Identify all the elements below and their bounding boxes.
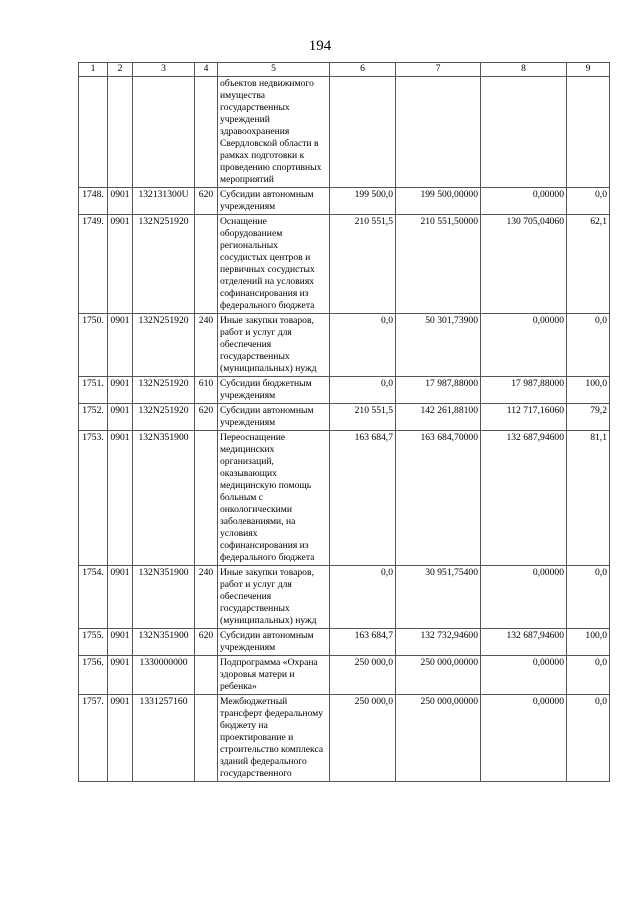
execution-percent: 0,0: [567, 656, 610, 695]
plan-amount: 250 000,0: [330, 695, 396, 782]
target-code: 132N251920: [133, 215, 195, 314]
approved-amount: 17 987,88000: [396, 377, 481, 404]
plan-amount: 0,0: [330, 314, 396, 377]
section-code: 0901: [108, 695, 133, 782]
target-code: 132N351900: [133, 629, 195, 656]
row-number: 1757.: [79, 695, 108, 782]
executed-amount: 17 987,88000: [481, 377, 567, 404]
execution-percent: 0,0: [567, 695, 610, 782]
execution-percent: 100,0: [567, 629, 610, 656]
section-code: 0901: [108, 629, 133, 656]
expense-type: [195, 215, 218, 314]
item-name: Субсидии автономным учреждениям: [218, 629, 330, 656]
expense-type: [195, 77, 218, 188]
approved-amount: 132 732,94600: [396, 629, 481, 656]
item-name: Иные закупки товаров, работ и услуг для обеспечения государственных (муниципальных) нужд: [218, 314, 330, 377]
table-row: [79, 695, 610, 782]
item-name: Оснащение оборудованием региональных сосудистых центров и первичных сосудистых отделений на условиях софинансирования из федерального бюджета: [218, 215, 330, 314]
row-number: 1754.: [79, 566, 108, 629]
plan-amount: 250 000,0: [330, 656, 396, 695]
approved-amount: [396, 77, 481, 188]
target-code: 132N351900: [133, 566, 195, 629]
plan-amount: 163 684,7: [330, 431, 396, 566]
approved-amount: 50 301,73900: [396, 314, 481, 377]
target-code: 1331257160: [133, 695, 195, 782]
section-code: 0901: [108, 215, 133, 314]
item-name: Субсидии автономным учреждениям: [218, 404, 330, 431]
expense-type: 610: [195, 377, 218, 404]
section-code: 0901: [108, 188, 133, 215]
executed-amount: 0,00000: [481, 314, 567, 377]
column-header: 6: [330, 63, 396, 77]
executed-amount: 112 717,16060: [481, 404, 567, 431]
column-header: 5: [218, 63, 330, 77]
column-header: 1: [79, 63, 108, 77]
row-number: 1751.: [79, 377, 108, 404]
table-row: [79, 629, 610, 656]
expense-type: 240: [195, 314, 218, 377]
item-name: Подпрограмма «Охрана здоровья матери и ребенка»: [218, 656, 330, 695]
expense-type: 620: [195, 404, 218, 431]
table-row: [79, 188, 610, 215]
table-row: [79, 404, 610, 431]
section-code: [108, 77, 133, 188]
approved-amount: 163 684,70000: [396, 431, 481, 566]
table-row: [79, 77, 610, 188]
approved-amount: 250 000,00000: [396, 695, 481, 782]
table-row: [79, 215, 610, 314]
section-code: 0901: [108, 566, 133, 629]
item-name: Переоснащение медицинских организаций, оказывающих медицинскую помощь больным с онкологическими заболеваниями, на условиях софинансирования из федерального бюджета: [218, 431, 330, 566]
budget-table: [78, 62, 610, 782]
target-code: 132N251920: [133, 404, 195, 431]
target-code: [133, 77, 195, 188]
row-number: 1750.: [79, 314, 108, 377]
plan-amount: [330, 77, 396, 188]
item-name: Иные закупки товаров, работ и услуг для обеспечения государственных (муниципальных) нужд: [218, 566, 330, 629]
item-name: Межбюджетный трансферт федеральному бюджету на проектирование и строительство комплекса зданий федерального государственного: [218, 695, 330, 782]
column-header: 2: [108, 63, 133, 77]
column-header: 4: [195, 63, 218, 77]
item-name: объектов недвижимого имущества государственных учреждений здравоохранения Свердловской области в рамках подготовки к проведению спортивных мероприятий: [218, 77, 330, 188]
expense-type: [195, 695, 218, 782]
execution-percent: 0,0: [567, 314, 610, 377]
expense-type: 240: [195, 566, 218, 629]
execution-percent: 81,1: [567, 431, 610, 566]
table-row: [79, 377, 610, 404]
executed-amount: 0,00000: [481, 695, 567, 782]
expense-type: 620: [195, 629, 218, 656]
executed-amount: 0,00000: [481, 656, 567, 695]
execution-percent: 0,0: [567, 566, 610, 629]
section-code: 0901: [108, 656, 133, 695]
expense-type: 620: [195, 188, 218, 215]
expense-type: [195, 431, 218, 566]
plan-amount: 163 684,7: [330, 629, 396, 656]
target-code: 132N251920: [133, 314, 195, 377]
approved-amount: 142 261,88100: [396, 404, 481, 431]
table-row: [79, 314, 610, 377]
target-code: 132N251920: [133, 377, 195, 404]
target-code: 1330000000: [133, 656, 195, 695]
item-name: Субсидии бюджетным учреждениям: [218, 377, 330, 404]
page-number: 194: [308, 38, 332, 54]
execution-percent: 100,0: [567, 377, 610, 404]
execution-percent: 0,0: [567, 188, 610, 215]
table-row: [79, 656, 610, 695]
column-header: 8: [481, 63, 567, 77]
column-header: 3: [133, 63, 195, 77]
section-code: 0901: [108, 314, 133, 377]
section-code: 0901: [108, 404, 133, 431]
target-code: 132N351900: [133, 431, 195, 566]
row-number: 1756.: [79, 656, 108, 695]
executed-amount: 130 705,04060: [481, 215, 567, 314]
executed-amount: 132 687,94600: [481, 431, 567, 566]
approved-amount: 30 951,75400: [396, 566, 481, 629]
row-number: 1755.: [79, 629, 108, 656]
executed-amount: 0,00000: [481, 566, 567, 629]
plan-amount: 199 500,0: [330, 188, 396, 215]
section-code: 0901: [108, 377, 133, 404]
row-number: 1752.: [79, 404, 108, 431]
column-header: 7: [396, 63, 481, 77]
plan-amount: 0,0: [330, 566, 396, 629]
plan-amount: 0,0: [330, 377, 396, 404]
row-number: 1749.: [79, 215, 108, 314]
row-number: 1748.: [79, 188, 108, 215]
row-number: 1753.: [79, 431, 108, 566]
approved-amount: 250 000,00000: [396, 656, 481, 695]
plan-amount: 210 551,5: [330, 404, 396, 431]
column-header: 9: [567, 63, 610, 77]
approved-amount: 199 500,00000: [396, 188, 481, 215]
execution-percent: 79,2: [567, 404, 610, 431]
expense-type: [195, 656, 218, 695]
section-code: 0901: [108, 431, 133, 566]
item-name: Субсидии автономным учреждениям: [218, 188, 330, 215]
execution-percent: [567, 77, 610, 188]
plan-amount: 210 551,5: [330, 215, 396, 314]
target-code: 132131300U: [133, 188, 195, 215]
row-number: [79, 77, 108, 188]
executed-amount: 132 687,94600: [481, 629, 567, 656]
table-row: [79, 431, 610, 566]
execution-percent: 62,1: [567, 215, 610, 314]
approved-amount: 210 551,50000: [396, 215, 481, 314]
executed-amount: [481, 77, 567, 188]
header-row: [79, 63, 610, 77]
table-row: [79, 566, 610, 629]
executed-amount: 0,00000: [481, 188, 567, 215]
